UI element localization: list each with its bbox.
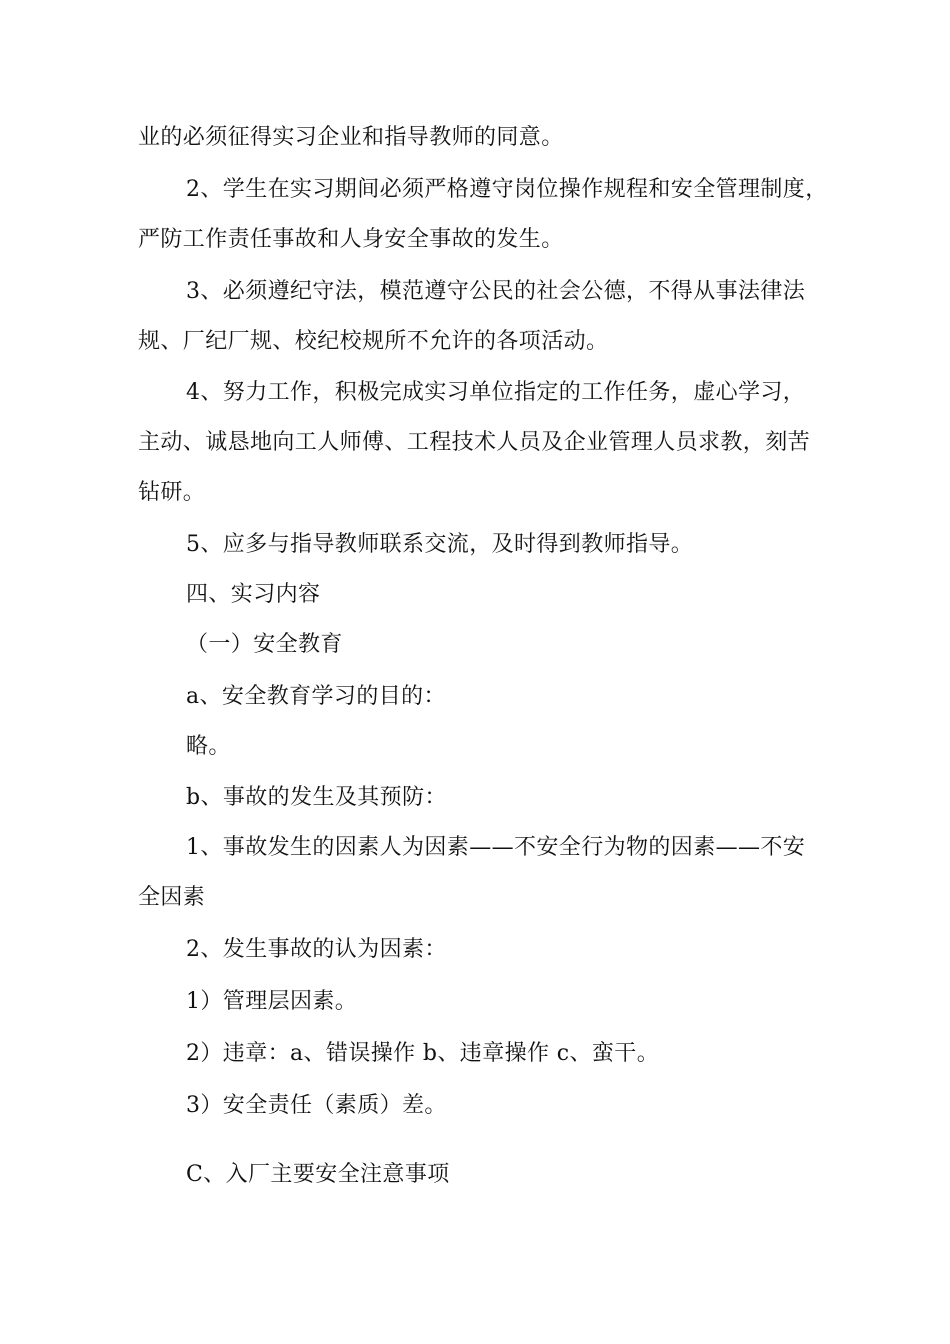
paragraph-line-21: C、入厂主要安全注意事项 bbox=[186, 1162, 450, 1187]
paragraph-line-12: a、安全教育学习的目的： bbox=[186, 684, 446, 709]
paragraph-line-5: 规、厂纪厂规、校纪校规所不允许的各项活动。 bbox=[138, 329, 609, 354]
paragraph-line-18: 1）管理层因素。 bbox=[186, 989, 358, 1014]
paragraph-line-3: 严防工作责任事故和人身安全事故的发生。 bbox=[138, 227, 564, 252]
paragraph-line-7: 主动、诚恳地向工人师傅、工程技术人员及企业管理人员求教，刻苦 bbox=[138, 430, 811, 455]
paragraph-line-4: 3、必须遵纪守法，模范遵守公民的社会公德，不得从事法律法 bbox=[186, 279, 806, 304]
paragraph-line-19: 2）违章：a、错误操作 b、违章操作 c、蛮干。 bbox=[186, 1041, 660, 1066]
paragraph-line-15: 1、事故发生的因素人为因素——不安全行为物的因素——不安 bbox=[186, 835, 806, 860]
paragraph-line-9: 5、应多与指导教师联系交流，及时得到教师指导。 bbox=[186, 532, 694, 557]
paragraph-line-13: 略。 bbox=[186, 734, 231, 759]
subsection-heading: （一）安全教育 bbox=[186, 632, 343, 657]
paragraph-line-17: 2、发生事故的认为因素： bbox=[186, 937, 447, 962]
paragraph-line-1: 业的必须征得实习企业和指导教师的同意。 bbox=[138, 125, 564, 150]
paragraph-line-2: 2、学生在实习期间必须严格遵守岗位操作规程和安全管理制度， bbox=[186, 177, 828, 202]
paragraph-line-14: b、事故的发生及其预防： bbox=[186, 785, 447, 810]
section-heading: 四、实习内容 bbox=[186, 582, 321, 607]
paragraph-line-6: 4、努力工作，积极完成实习单位指定的工作任务，虚心学习， bbox=[186, 380, 806, 405]
paragraph-line-20: 3）安全责任（素质）差。 bbox=[186, 1093, 447, 1118]
paragraph-line-8: 钻研。 bbox=[138, 480, 206, 505]
paragraph-line-16: 全因素 bbox=[138, 885, 206, 910]
